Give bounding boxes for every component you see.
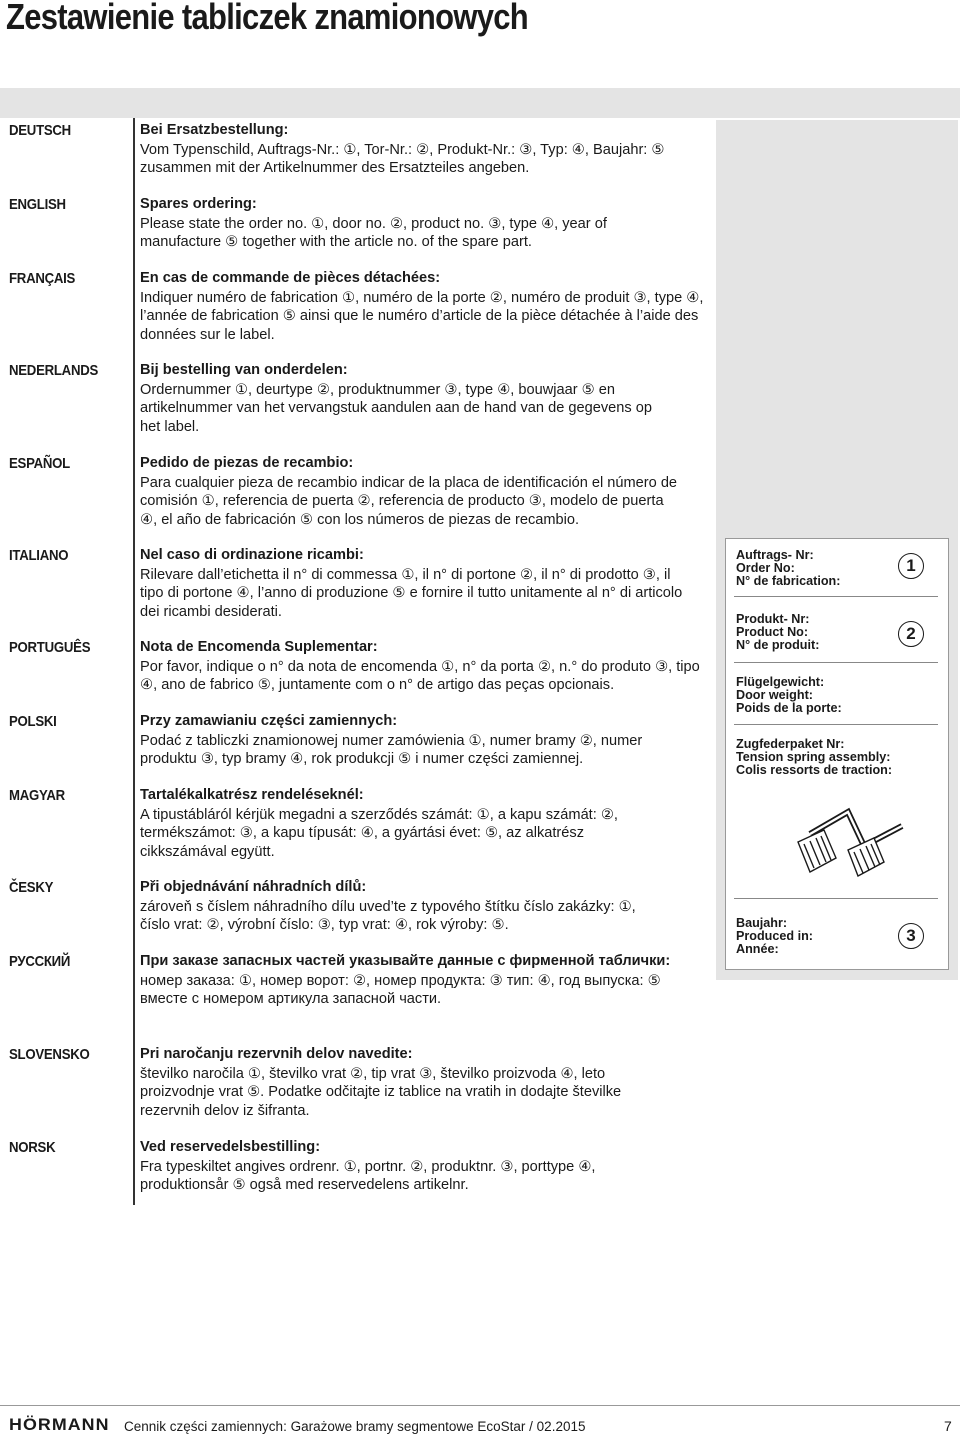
spring-icon <box>790 792 910 888</box>
plate-divider <box>734 596 938 597</box>
lang-label-magyar: MAGYAR <box>9 787 65 804</box>
header-band <box>0 88 960 118</box>
section-body: Por favor, indique o n° da nota de encomenda ①, n° da porta ②, n.° do produto ③, tipo ④, ano de fabrico ⑤, juntamente com o n° de artigo das peças opcionais. <box>140 658 700 693</box>
section-body: Para cualquier pieza de recambio indicar de la placa de identificación el número de comisión ①, referencia de puerta ②, referencia de producto ③, modelo de puerta ④, el año de fabricación ⑤ con los números de piezas de recambio. <box>140 474 678 528</box>
lang-label-italiano: ITALIANO <box>9 547 69 564</box>
plate-marker-1: 1 <box>898 553 924 579</box>
plate-field-spring-assembly: Zugfederpaket Nr: Tension spring assembly: Colis ressorts de traction: <box>736 737 893 777</box>
lang-label-slovensko: SLOVENSKO <box>9 1046 90 1063</box>
section-magyar <box>140 786 640 861</box>
footer-caption: Cennik części zamiennych: Garażowe bramy segmentowe EcoStar / 02.2015 <box>124 1419 586 1434</box>
plate-marker-3: 3 <box>898 923 924 949</box>
hormann-logo: HÖRMANN <box>9 1415 110 1434</box>
section-heading: En cas de commande de pièces détachées: <box>140 270 441 286</box>
section-body: Fra typeskiltet angives ordrenr. ①, portnr. ②, produktnr. ③, porttype ④, produktionsår ⑤ også med reservedelens artikelnr. <box>140 1158 596 1193</box>
column-divider <box>133 118 135 1205</box>
section-body: Podać z tabliczki znamionowej numer zamówienia ①, numer bramy ②, numer produktu ③, typ bramy ④, rok produkcji ⑤ i numer części zamiennej. <box>140 732 643 767</box>
section-slovensko <box>140 1045 645 1120</box>
plate-field-order-no: Auftrags- Nr: Order No: N° de fabrication: <box>736 548 841 588</box>
lang-label-norsk: NORSK <box>9 1139 56 1156</box>
section-heading: Ved reservedelsbestilling: <box>140 1139 321 1155</box>
section-heading: При заказе запасных частей указывайте данные с фирменной таблички: <box>140 953 671 969</box>
lang-label-russkiy: РУССКИЙ <box>9 953 71 970</box>
plate-field-door-weight: Flügelgewicht: Door weight: Poids de la porte: <box>736 675 842 715</box>
section-italiano <box>140 546 688 621</box>
section-francais <box>140 269 705 344</box>
plate-field-product-no: Produkt- Nr: Product No: N° de produit: <box>736 612 820 652</box>
plate-divider <box>734 662 938 663</box>
section-polski <box>140 712 660 769</box>
lang-label-polski: POLSKI <box>9 713 57 730</box>
section-body: номер заказа: ①, номер ворот: ②, номер продукта: ③ тип: ④, год выпуска: ⑤ вместе с номером артикула запасной части. <box>140 972 661 1007</box>
section-heading: Bei Ersatzbestellung: <box>140 122 289 138</box>
lang-label-portugues: PORTUGUÊS <box>9 639 91 656</box>
section-heading: Nota de Encomenda Suplementar: <box>140 639 378 655</box>
section-body: A tipustábláról kérjük megadni a szerződés számát: ①, a kapu számát: ②, termékszámot: ③, a kapu típusát: ④, a gyártási évet: ⑤, az alkatrész cikkszámával együtt. <box>140 806 618 860</box>
section-heading: Spares ordering: <box>140 196 257 212</box>
lang-label-espanol: ESPAÑOL <box>9 455 70 472</box>
section-body: Indiquer numéro de fabrication ①, numéro de la porte ②, numéro de produit ③, type ④, l’année de fabrication ⑤ ainsi que le numéro d’article de la pièce détachée à l’aide des données sur le label. <box>140 289 704 343</box>
section-heading: Nel caso di ordinazione ricambi: <box>140 547 364 563</box>
section-heading: Pri naročanju rezervnih delov navedite: <box>140 1046 413 1062</box>
plate-divider <box>734 898 938 899</box>
section-body: Ordernummer ①, deurtype ②, produktnummer ③, type ④, bouwjaar ⑤ en artikelnummer van het vervangstuk aandulen aan de hand van de gegevens op het label. <box>140 381 652 435</box>
section-russkiy <box>140 952 685 1009</box>
lang-label-cesky: ČESKY <box>9 879 54 896</box>
section-portugues <box>140 638 700 695</box>
lang-label-deutsch: DEUTSCH <box>9 122 71 139</box>
plate-divider <box>734 724 938 725</box>
section-body: Please state the order no. ①, door no. ②, product no. ③, type ④, year of manufacture ⑤ together with the article no. of the spare part. <box>140 215 607 250</box>
section-heading: Při objednávání náhradních dílů: <box>140 879 367 895</box>
section-nederlands <box>140 361 660 436</box>
plate-field-produced-in: Baujahr: Produced in: Année: <box>736 916 813 956</box>
page-number: 7 <box>944 1418 952 1434</box>
section-body: zároveň s číslem náhradního dílu uved’te z typového štítku číslo zakázky: ①, číslo vrat: ②, výrobní číslo: ③, typ vrat: ④, rok výroby: ⑤. <box>140 898 636 933</box>
section-body: Vom Typenschild, Auftrags-Nr.: ①, Tor-Nr.: ②, Produkt-Nr.: ③, Typ: ④, Baujahr: ⑤ zusammen mit der Artikelnummer des Ersatzteiles angeben. <box>140 141 665 176</box>
page-title: Zestawienie tabliczek znamionowych <box>6 0 529 37</box>
section-heading: Pedido de piezas de recambio: <box>140 455 354 471</box>
section-heading: Bij bestelling van onderdelen: <box>140 362 348 378</box>
section-heading: Przy zamawianiu części zamiennych: <box>140 713 398 729</box>
plate-marker-2: 2 <box>898 621 924 647</box>
section-heading: Tartalékalkatrész rendeléseknél: <box>140 787 364 803</box>
section-deutsch <box>140 121 705 178</box>
lang-label-francais: FRANÇAIS <box>9 270 76 287</box>
footer-divider <box>0 1405 960 1406</box>
section-english <box>140 195 615 252</box>
lang-label-english: ENGLISH <box>9 196 66 213</box>
section-norsk <box>140 1138 620 1195</box>
section-body: številko naročila ①, številko vrat ②, tip vrat ③, številko proizvoda ④, leto proizvodnje vrat ⑤. Podatke odčitajte iz tablice na vratih in dodajte številke rezervnih delov iz šifranta. <box>140 1065 622 1119</box>
section-espanol <box>140 454 680 529</box>
lang-label-nederlands: NEDERLANDS <box>9 362 99 379</box>
section-cesky <box>140 878 660 935</box>
section-body: Rilevare dall’etichetta il n° di commessa ①, il n° di portone ②, il n° di prodotto ③, il tipo di portone ④, l’anno di produzione ⑤ e fornire il tutto unitamente al n° di articolo dei ricambi desiderati. <box>140 566 683 620</box>
